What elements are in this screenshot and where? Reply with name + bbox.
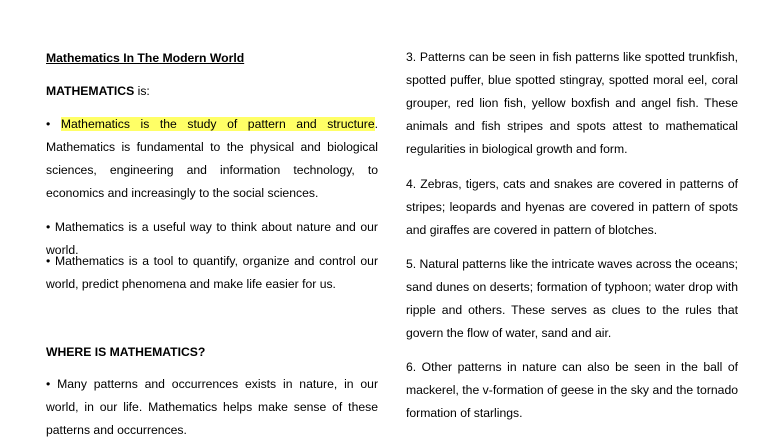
bullet: • [46, 117, 51, 131]
paragraph-patterns-in-nature [46, 373, 378, 441]
bullet: • [46, 377, 51, 391]
bullet: • [46, 220, 51, 234]
subheading-rest: is: [134, 84, 150, 98]
paragraph-other-patterns: 6. Other patterns in nature can also be seen in the ball of mackerel, the v-formation of geese in the sky and the tornado formation of starlings. [406, 360, 738, 420]
where-is-mathematics-heading: WHERE IS MATHEMATICS? [46, 345, 206, 359]
paragraph-tool-to-quantify [46, 250, 378, 296]
paragraph-text: Mathematics is a tool to quantify, organize and control our world, predict phenomena and make life easier for us. [46, 254, 378, 291]
document-title: Mathematics In The Modern World [46, 51, 245, 65]
paragraph-text: Many patterns and occurrences exists in nature, in our world, in our life. Mathematics helps make sense of these patterns and occurrences. [46, 377, 379, 437]
paragraph-animal-stripes: 4. Zebras, tigers, cats and snakes are covered in patterns of stripes; leopards and hyenas are covered in pattern of spots and giraffes are covered in pattern of blotches. [406, 177, 738, 237]
mathematics-subheading [46, 84, 150, 98]
paragraph-study-of-pattern [46, 113, 378, 205]
paragraph-text: Mathematics is a useful way to think about nature and our world. [46, 220, 378, 257]
highlighted-definition: Mathematics is the study of pattern and structure [60, 117, 375, 131]
subheading-bold: MATHEMATICS [46, 84, 135, 98]
bullet: • [46, 254, 51, 268]
paragraph-natural-patterns: 5. Natural patterns like the intricate waves across the oceans; sand dunes on deserts; formation of typhoon; water drop with ripple and others. These serves as clues to the rules that govern the flow of water, sand and air. [406, 257, 738, 340]
paragraph-text: . Mathematics is fundamental to the physical and biological sciences, engineering and information technology, to economics and increasingly to the social sciences. [46, 117, 379, 200]
paragraph-fish-patterns: 3. Patterns can be seen in fish patterns like spotted trunkfish, spotted puffer, blue spotted stingray, spotted moral eel, coral grouper, red lion fish, yellow boxfish and angel fish. These animals and fish stripes and spots attest to mathematical regularities in biological growth and form. [406, 50, 738, 156]
